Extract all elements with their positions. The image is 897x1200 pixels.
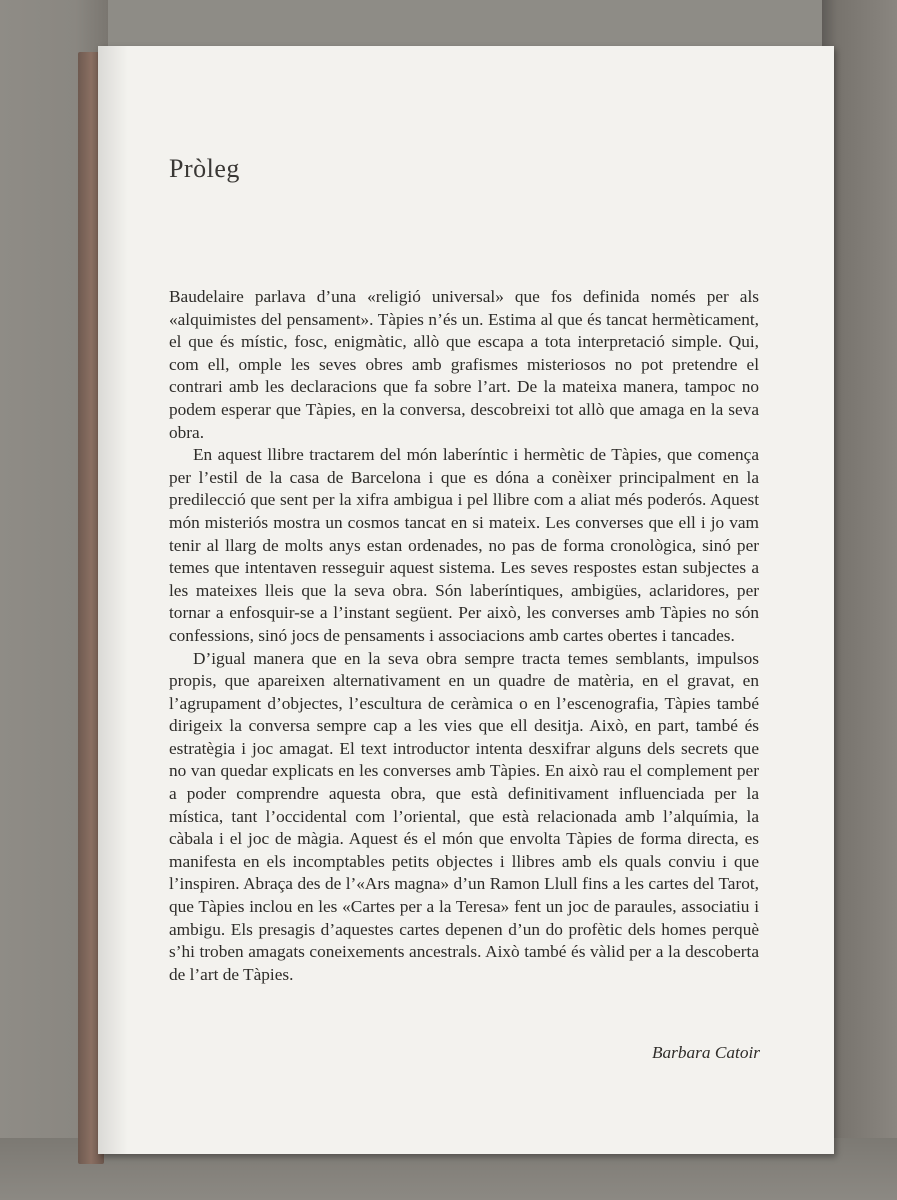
paragraph-2: En aquest llibre tractarem del món laberíntic i hermètic de Tàpies, que comença per l’estil de la casa de Barcelona i que es dóna a conèixer principalment en la predilecció que sent per la xifra ambigua i pel llibre com a aliat més poderós. Aquest món misteriós mostra un cosmos tancat en si mateix. Les converses que ell i jo vam tenir al llarg de molts anys estan ordenades, no pas de forma cronològica, sinó per temes que intentaven resseguir aquest sistema. Les seves respostes estan subjectes a les mateixes lleis que la seva obra. Són laberíntiques, ambigües, aclaridores, per tornar a enfosquir-se a l’instant següent. Per això, les converses amb Tàpies no són confessions, sinó jocs de pensaments i associacions amb cartes obertes i tancades.	[169, 445, 759, 645]
book-page	[98, 46, 834, 1154]
paragraph-1: Baudelaire parlava d’una «religió universal» que fos definida només per als «alquimistes del pensament». Tàpies n’és un. Estima al que és tancat hermèticament, el que és místic, fosc, enigmàtic, allò que escapa a tota interpretació simple. Qui, com ell, omple les seves obres amb grafismes misteriosos no pot pretendre el contrari amb les declaracions que fa sobre l’art. De la mateixa manera, tampoc no podem esperar que Tàpies, en la conversa, descobreixi tot allò que amaga en la seva obra.	[169, 287, 759, 442]
author-signature: Barbara Catoir	[651, 1043, 760, 1062]
page-title: Pròleg	[169, 154, 240, 183]
gutter-shadow	[98, 46, 128, 1154]
prologue-body	[169, 286, 759, 986]
paragraph-3: D’igual manera que en la seva obra sempre tracta temes semblants, impulsos propis, que apareixen alternativament en un quadre de matèria, en el gravat, en l’agrupament d’objectes, l’escultura de ceràmica o en l’escenografia, Tàpies també dirigeix la conversa sempre cap a les vies que ell desitja. Això, en part, també és estratègia i joc amagat. El text introductor intenta desxifrar alguns dels secrets que no van quedar explicats en les converses amb Tàpies. En això rau el complement per a poder comprendre aquesta obra, que està definitivament influenciada per la mística, tant l’occidental com l’oriental, que està relacionada amb l’alquímia, la càbala i el joc de màgia. Aquest és el món que envolta Tàpies de forma directa, es manifesta en els incomptables petits objectes i llibres amb els quals conviu i que l’inspiren. Abraça des de l’«Ars magna» d’un Ramon Llull fins a les cartes del Tarot, que Tàpies inclou en les «Cartes per a la Teresa» fent un joc de paraules, associatiu i ambigu. Els presagis d’aquestes cartes depenen d’un do profètic dels homes perquè s’hi troben amagats coneixements ancestrals. Això també és vàlid per a la descoberta de l’art de Tàpies.	[169, 648, 759, 984]
